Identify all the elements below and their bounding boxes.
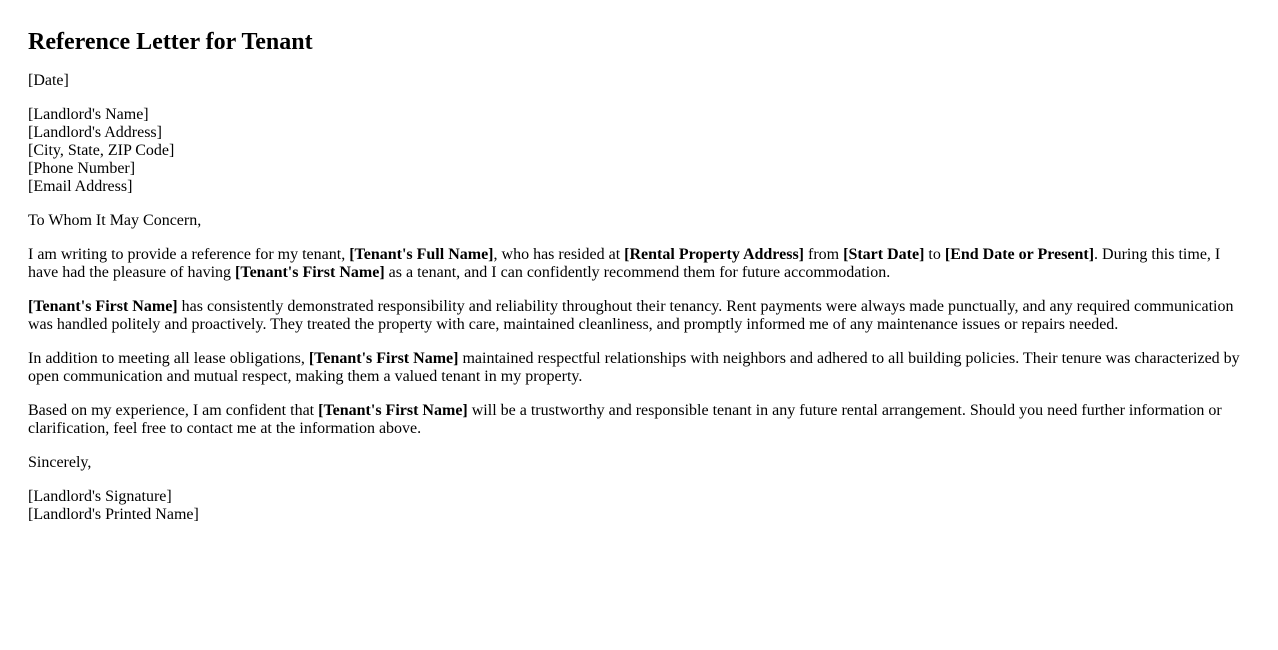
text: . During this time, I have had the pleasure of having [28,246,1221,281]
landlord-city-state-zip: [City, State, ZIP Code] [28,142,175,159]
placeholder-end-date: [End Date or Present] [944,246,1095,263]
placeholder-tenant-first-name: [Tenant's First Name] [318,402,468,419]
landlord-printed-name: [Landlord's Printed Name] [28,506,199,523]
landlord-phone: [Phone Number] [28,160,136,177]
landlord-signature: [Landlord's Signature] [28,488,172,505]
landlord-name: [Landlord's Name] [28,106,149,123]
landlord-address-block [28,106,1250,196]
text: to [924,246,945,263]
letter-title: Reference Letter for Tenant [28,29,313,55]
text: will be a trustworthy and responsible tenant in any future rental arrangement. Should you need further information or clarification, feel free to contact me at the information above. [28,402,1222,437]
text: I am writing to provide a reference for my tenant, [28,246,350,263]
letter-date: [Date] [28,72,69,89]
signature-block [28,488,1250,524]
text: as a tenant, and I can confidently recommend them for future accommodation. [384,264,891,281]
placeholder-tenant-first-name: [Tenant's First Name] [235,264,385,281]
placeholder-tenant-first-name: [Tenant's First Name] [28,298,178,315]
paragraph-3 [28,350,1250,386]
closing: Sincerely, [28,454,92,471]
text: Based on my experience, I am confident that [28,402,319,419]
text: , who has resided at [493,246,625,263]
paragraph-1 [28,246,1250,282]
text: from [804,246,844,263]
text: maintained respectful relationships with neighbors and adhered to all building policies. Their tenure was characterized by open communication and mutual respect, making them a valued tenant in my property. [28,350,1240,385]
text: has consistently demonstrated responsibility and reliability throughout their tenancy. Rent payments were always made punctually, and any required communication was handled politely and proactively. They treated the property with care, maintained cleanliness, and promptly informed me of any maintenance issues or repairs needed. [28,298,1234,333]
placeholder-start-date: [Start Date] [843,246,925,263]
landlord-email: [Email Address] [28,178,133,195]
salutation: To Whom It May Concern, [28,212,202,229]
placeholder-tenant-full-name: [Tenant's Full Name] [349,246,494,263]
paragraph-4 [28,402,1250,438]
placeholder-tenant-first-name: [Tenant's First Name] [308,350,459,367]
paragraph-2 [28,298,1250,334]
placeholder-rental-property-address: [Rental Property Address] [624,246,804,263]
text: In addition to meeting all lease obligations, [28,350,309,367]
landlord-address: [Landlord's Address] [28,124,162,141]
